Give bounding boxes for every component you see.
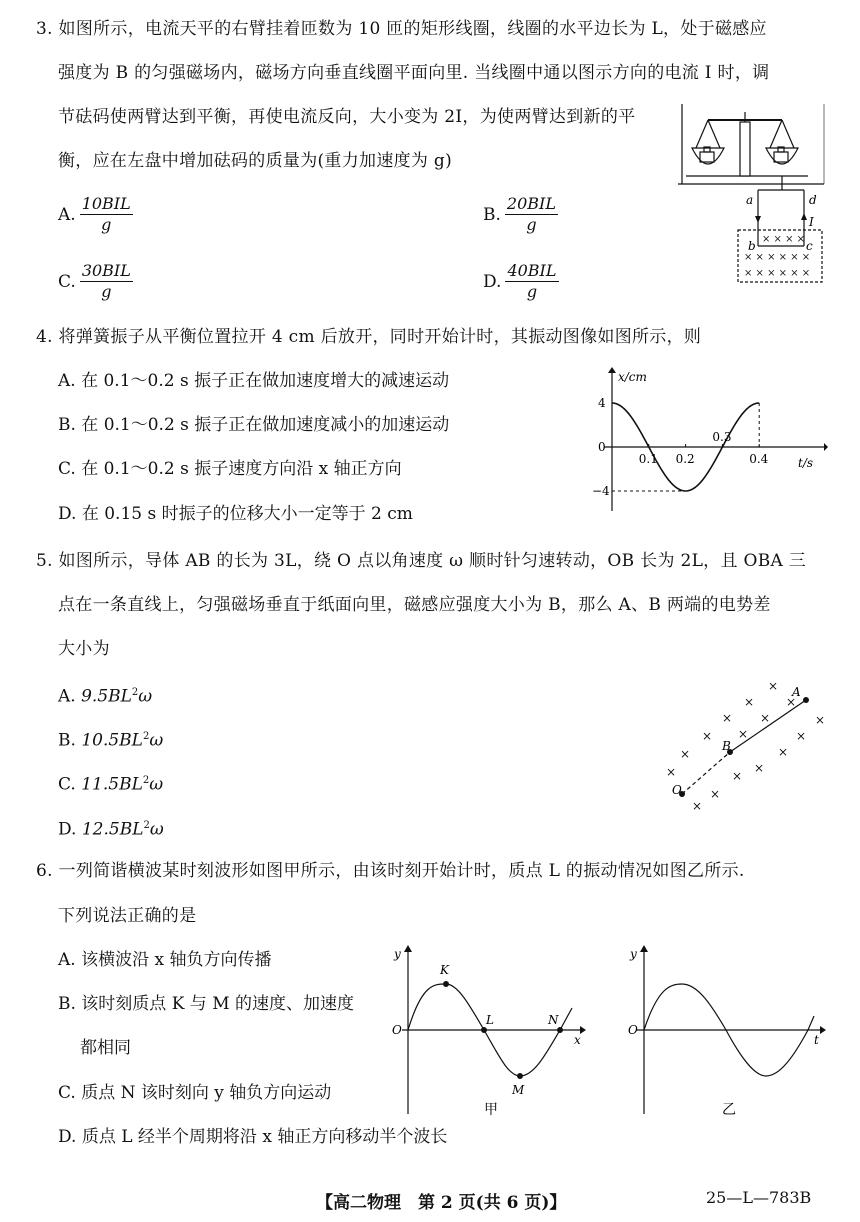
fraction-denominator: g bbox=[101, 215, 112, 234]
q3-option-c bbox=[58, 262, 133, 302]
svg-text:×: × bbox=[738, 727, 749, 741]
fraction-denominator: g bbox=[526, 282, 538, 301]
exponent: 2 bbox=[143, 820, 150, 831]
origin-label: O bbox=[392, 1023, 402, 1037]
option-label: A. bbox=[58, 686, 82, 707]
x-tick-label: 0.3 bbox=[712, 430, 732, 444]
q4-stem: 4. 将弹簧振子从平衡位置拉开 4 cm 后放开，同时开始计时，其振动图像如图所示，则 bbox=[36, 327, 702, 347]
svg-text:×: × bbox=[815, 713, 826, 727]
q4-option-c: C. 在 0.1～0.2 s 振子速度方向沿 x 轴正方向 bbox=[58, 459, 402, 479]
label-B: B bbox=[722, 739, 731, 753]
svg-text:×: × bbox=[680, 747, 691, 761]
q6-option-c: C. 质点 N 该时刻向 y 轴负方向运动 bbox=[58, 1083, 332, 1103]
label-O: O bbox=[672, 783, 682, 797]
fraction-numerator: 10BIL bbox=[81, 194, 131, 213]
q4-option-d: D. 在 0.15 s 时振子的位移大小一定等于 2 cm bbox=[58, 504, 413, 524]
q5-option-a bbox=[58, 682, 152, 708]
t-label: t bbox=[814, 1033, 819, 1047]
fraction-numerator: 20BIL bbox=[506, 194, 556, 213]
q3-line-4: 衡，应在左盘中增加砝码的质量为(重力加速度为 g) bbox=[58, 151, 453, 171]
x-tick-label: 0.2 bbox=[675, 452, 695, 466]
label-d: d bbox=[809, 193, 817, 207]
y-tick-label: 0 bbox=[598, 440, 606, 454]
y-label: y bbox=[630, 947, 637, 961]
omega: ω bbox=[149, 819, 164, 840]
option-label: D. bbox=[483, 272, 502, 292]
svg-text:×: × bbox=[666, 765, 677, 779]
x-tick-label: 0.1 bbox=[638, 452, 658, 466]
q5-option-c bbox=[58, 770, 163, 796]
q5-line-2: 点在一条直线上，匀强磁场垂直于纸面向里，磁感应强度大小为 B，那么 A、B 两端的电势差 bbox=[58, 595, 771, 615]
svg-text:×: × bbox=[744, 695, 755, 709]
q3-option-a bbox=[58, 195, 133, 235]
option-value: 11.5BL bbox=[81, 774, 143, 795]
svg-text:×: × bbox=[722, 711, 733, 725]
q5-option-d bbox=[58, 815, 164, 841]
page-footer: 【高二物理 第 2 页(共 6 页)】 bbox=[316, 1193, 567, 1213]
fraction-denominator: g bbox=[526, 215, 537, 234]
omega: ω bbox=[149, 730, 164, 751]
q3-line-3: 节砝码使两臂达到平衡，再使电流反向，大小变为 2I，为使两臂达到新的平 bbox=[58, 107, 636, 127]
point-L-label: L bbox=[486, 1013, 494, 1027]
svg-text:×: × bbox=[768, 679, 779, 693]
q5-option-b bbox=[58, 726, 163, 752]
x-axis-label: t/s bbox=[798, 456, 814, 470]
svg-text:×: × bbox=[702, 729, 713, 743]
point-N-label: N bbox=[548, 1013, 559, 1027]
q6-option-a: A. 该横波沿 x 轴负方向传播 bbox=[58, 950, 272, 970]
x-label: x bbox=[574, 1033, 581, 1047]
y-tick-label: −4 bbox=[592, 484, 610, 498]
y-axis-label: x/cm bbox=[618, 370, 647, 384]
omega: ω bbox=[138, 686, 153, 707]
q6-line-1: 6. 一列简谐横波某时刻波形如图甲所示，由该时刻开始计时，质点 L 的振动情况如图乙所示. bbox=[36, 861, 745, 881]
svg-text:×: × bbox=[778, 745, 789, 759]
svg-text:× × × ×: × × × × bbox=[762, 234, 806, 245]
svg-text:×: × bbox=[732, 769, 743, 783]
origin-label: O bbox=[628, 1023, 638, 1037]
vibration-figure-yi bbox=[624, 944, 828, 1118]
svg-text:×: × bbox=[754, 761, 765, 775]
current-balance-figure bbox=[678, 104, 828, 289]
exponent: 2 bbox=[142, 775, 150, 786]
option-label: B. bbox=[483, 205, 501, 225]
option-value: 12.5BL bbox=[81, 819, 144, 840]
q5-line-3: 大小为 bbox=[58, 639, 110, 659]
svg-text:×: × bbox=[692, 799, 703, 813]
q6-option-d: D. 质点 L 经半个周期将沿 x 轴正方向移动半个波长 bbox=[58, 1127, 448, 1147]
q4-option-b: B. 在 0.1～0.2 s 振子正在做加速度减小的加速运动 bbox=[58, 415, 450, 435]
q6-line-2: 下列说法正确的是 bbox=[58, 906, 197, 926]
exponent: 2 bbox=[131, 687, 139, 698]
point-K-label: K bbox=[440, 963, 449, 977]
fraction-numerator: 40BIL bbox=[507, 261, 557, 280]
q3-line-2: 强度为 B 的匀强磁场内，磁场方向垂直线圈平面向里. 当线圈中通以图示方向的电流 I 时，调 bbox=[58, 63, 770, 83]
exam-code: 25—L—783B bbox=[706, 1188, 812, 1207]
q5-line-1: 5. 如图所示，导体 AB 的长为 3L，绕 O 点以角速度 ω 顺时针匀速转动，OB 长为 2L，且 OBA 三 bbox=[36, 551, 807, 571]
label-a: a bbox=[746, 193, 754, 207]
svg-text:×: × bbox=[796, 729, 807, 743]
option-label: D. bbox=[58, 819, 82, 840]
fraction-numerator: 30BIL bbox=[81, 261, 131, 280]
point-M-label: M bbox=[512, 1083, 525, 1097]
q3-line-1: 3. 如图所示，电流天平的右臂挂着匝数为 10 匝的矩形线圈，线圈的水平边长为 L，处于磁感应 bbox=[36, 19, 767, 39]
svg-text:×: × bbox=[786, 695, 797, 709]
option-label: C. bbox=[58, 774, 82, 795]
vibration-chart bbox=[592, 367, 828, 513]
q4-option-a: A. 在 0.1～0.2 s 振子正在做加速度增大的减速运动 bbox=[58, 371, 450, 391]
omega: ω bbox=[149, 774, 164, 795]
rotating-rod-figure bbox=[660, 676, 830, 816]
q6-option-b: B. 该时刻质点 K 与 M 的速度、加速度 bbox=[58, 994, 355, 1014]
label-A: A bbox=[792, 685, 801, 699]
option-value: 10.5BL bbox=[81, 730, 143, 751]
svg-text:× × × × × ×: × × × × × × bbox=[744, 268, 811, 279]
x-tick-label: 0.4 bbox=[749, 452, 769, 466]
y-tick-label: 4 bbox=[598, 396, 606, 410]
option-label: B. bbox=[58, 730, 82, 751]
svg-text:×: × bbox=[760, 711, 771, 725]
q3-option-d bbox=[483, 262, 559, 302]
svg-text:×: × bbox=[710, 787, 721, 801]
exponent: 2 bbox=[142, 731, 150, 742]
caption-yi: 乙 bbox=[722, 1102, 736, 1118]
q6-option-b-cont: 都相同 bbox=[80, 1038, 131, 1058]
option-label: C. bbox=[58, 272, 76, 292]
label-c: c bbox=[806, 239, 813, 253]
label-b: b bbox=[748, 239, 756, 253]
wave-figure-jia bbox=[388, 944, 588, 1118]
option-label: A. bbox=[58, 205, 76, 225]
caption-jia: 甲 bbox=[484, 1102, 498, 1118]
fraction-denominator: g bbox=[101, 282, 112, 301]
q3-option-b bbox=[483, 195, 558, 235]
option-value: 9.5BL bbox=[81, 686, 132, 707]
svg-text:× × × × × ×: × × × × × × bbox=[744, 252, 811, 263]
label-current: I bbox=[809, 215, 814, 229]
magnetic-field-crosses bbox=[666, 679, 825, 813]
y-label: y bbox=[394, 947, 401, 961]
